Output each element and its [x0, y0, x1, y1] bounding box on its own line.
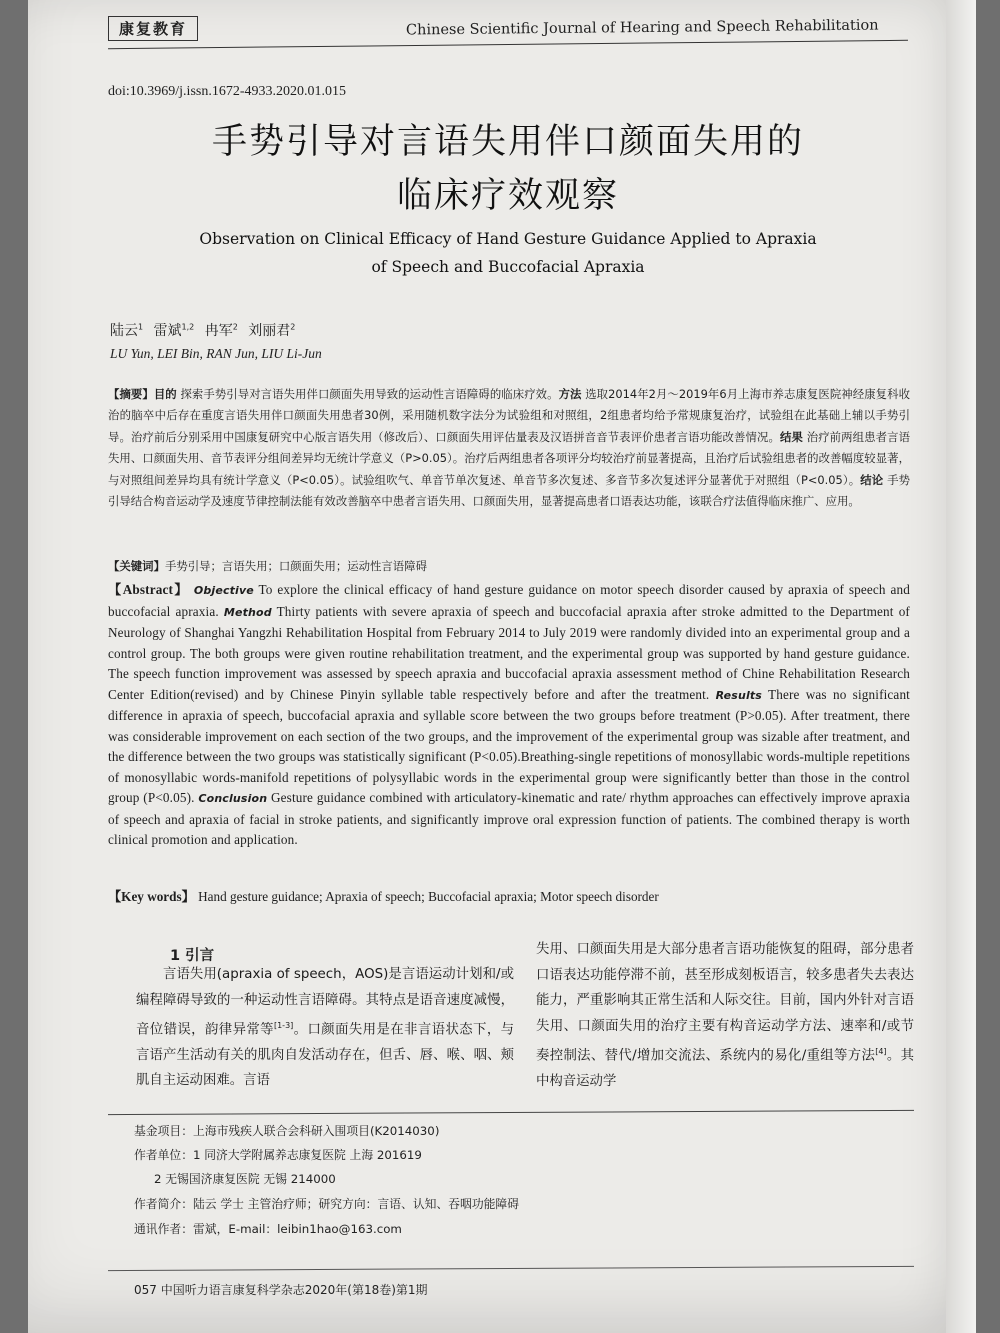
journal-page [28, 0, 976, 1333]
title-cn-line2: 临床疗效观察 [396, 176, 619, 216]
footnote-fund: 基金项目：上海市残疾人联合会科研入围项目(K2014030) [134, 1124, 440, 1138]
abstract-cn [108, 384, 910, 512]
footnote-unit-2: 2 无锡国济康复医院 无锡 214000 [154, 1172, 336, 1186]
citation-1-3: [1-3] [273, 1021, 294, 1030]
abstract-en [108, 580, 910, 851]
footnote-author-bio: 作者简介：陆云 学士 主管治疗师；研究方向：言语、认知、吞咽功能障碍 [134, 1197, 520, 1211]
title-en-line2: of Speech and Buccofacial Apraxia [371, 258, 645, 276]
author-2-affil: 1,2 [181, 322, 195, 332]
section-tag: 康复教育 [108, 16, 198, 41]
body-right-text: 失用、口颜面失用是大部分患者言语功能恢复的阻碍，部分患者口语表达功能停滞不前，甚至形成刻板语言，较多患者失去表达能力，严重影响其正常生活和人际交往。目前，国内外针对言语失用、口颜面失用的治疗主要有构音运动学方法、速率和/或节奏控制法、替代/增加交流法、系统内的易化/重组等方法 [536, 942, 914, 1064]
body-left-text-2: 。口颜面失用是在非言语状态下，与言语产生活动有关的肌肉自发活动存在，但舌、唇、喉、咽、颊肌自主运动困难。言语 [136, 1022, 515, 1089]
doi: doi:10.3969/j.issn.1672-4933.2020.01.015 [108, 84, 347, 99]
body-right-text-2: 。其中构音运动学 [536, 1048, 915, 1089]
title-cn-line1: 手势引导对言语失用伴口颜面失用的 [211, 122, 804, 162]
objective-cn-label: 目的 [153, 387, 177, 401]
body-right-column [536, 937, 914, 1094]
authors-en: LU Yun, LEI Bin, RAN Jun, LIU Li-Jun [110, 346, 322, 361]
objective-en: To explore the clinical efficacy of hand gesture guidance on motor speech disorder caused by apraxia of speech and buccofacial apraxia. [108, 582, 910, 619]
body-left-column [136, 962, 514, 1094]
author-1-affil: 1 [138, 322, 144, 332]
keywords-cn [108, 558, 910, 574]
authors-cn [110, 320, 295, 340]
body-left-text: 言语失用(apraxia of speech，AOS)是言语运动计划和/或编程障碍导致的一种运动性言语障碍。其特点是语音速度减慢，音位错误，韵律异常等 [136, 967, 514, 1038]
conclusion-cn: 手势引导结合构音运动学及速度节律控制法能有效改善脑卒中患者言语失用、口颜面失用，显著提高患者口语表达功能，该联合疗法值得临床推广、应用。 [108, 472, 910, 509]
method-cn: 选取2014年2月～2019年6月上海市养志康复医院神经康复科收治的脑卒中后存在重度言语失用伴口颜面失用患者30例，采用随机数字法分为试验组和对照组，2组患者均给予常规康复治疗，试验组在此基础上辅以手势引导。治疗前后分别采用中国康复研究中心版言语失用（修改后）、口颜面失用评估量表及汉语拼音音节表评价患者言语功能改善情况。 [108, 387, 910, 444]
method-en-label: Method [223, 605, 272, 619]
author-3-affil: 2 [232, 322, 238, 332]
results-en: There was no significant difference in apraxia of speech, buccofacial apraxia and syllable score between the two groups before treatment (P>0.05). After treatment, there was considerable improvement on each section of the two groups, and the improvement of the experimental group was sizable after treatment, and the difference between the two groups was statistically significant (P<0.05).Breathing-single repetitions of monosyllabic words-multiple repetitions of monosyllabic words-manifold repetitions of polysyllabic words in the experimental group were significantly better than those in the control group (P<0.05). [108, 686, 910, 805]
keywords-en [108, 886, 910, 905]
conclusion-en-label: Conclusion [198, 792, 268, 805]
header-rule [108, 40, 908, 49]
journal-title-en: Chinese Scientific Journal of Hearing and Speech Rehabilitation [405, 17, 879, 39]
objective-en-label: Objective [193, 584, 254, 597]
author-2: 雷斌 [153, 323, 182, 339]
footnote-unit-1: 作者单位：1 同济大学附属养志康复医院 上海 201619 [134, 1148, 422, 1162]
results-cn: 治疗前两组患者言语失用、口颜面失用、音节表评分组间差异均无统计学意义（P>0.05）。治疗后两组患者各项评分均较治疗前显著提高，且治疗后试验组患者的改善幅度较显著，与对照组间差异均具有统计学意义（P<0.05）。试验组吹气、单音节单次复述、单音节多次复述、多音节多次复述评分显著优于对照组（P<0.05）。 [108, 429, 910, 487]
author-4-affil: 2 [290, 322, 296, 332]
author-1: 陆云 [110, 323, 138, 339]
title-en-line1: Observation on Clinical Efficacy of Hand Gesture Guidance Applied to Apraxia [199, 230, 817, 248]
author-4: 刘丽君 [248, 323, 291, 339]
results-cn-label: 结果 [780, 429, 803, 444]
section-heading: 1 引言 [170, 948, 215, 964]
method-en: Thirty patients with severe apraxia of speech and buccofacial apraxia after stroke admitted to the Department of Neurology of Shanghai Yangzhi Rehabilitation Hospital from February 2014 to July 2019 were randomly divided into an experimental group and a control group. The both groups were given routine rehabilitation treatment, and the experimental group was supported by hand gesture guidance. The speech function improvement was assessed by speech apraxia and buccofacial apraxia assessment method of Chine Rehabilitation Research Center Edition(revised) and by Chinese Pinyin syllable table respectively before and after the treatment. [108, 603, 910, 702]
results-en-label: Results [715, 688, 762, 702]
conclusion-en: Gesture guidance combined with articulatory-kinematic and rate/ rhythm approaches can effectively improve apraxia of speech and apraxia of facial in stroke patients, and significantly improve oral expression function of patients. The combined therapy is worth clinical promotion and application. [108, 790, 910, 847]
keywords-cn-label: 【关键词】 [108, 559, 165, 573]
keywords-en-label: 【Key words】 [108, 889, 195, 904]
footnote-rule [108, 1110, 914, 1115]
author-3: 冉军 [204, 323, 233, 339]
keywords-cn-text: 手势引导；言语失用；口颜面失用；运动性言语障碍 [164, 559, 427, 573]
footnote-corresponding: 通讯作者：雷斌，E-mail：leibin1hao@163.com [134, 1222, 402, 1236]
next-page-edge [946, 0, 976, 1333]
footer-rule [108, 1266, 914, 1271]
conclusion-cn-label: 结论 [860, 472, 884, 487]
page-footer: 057 中国听力语言康复科学杂志2020年(第18卷)第1期 [134, 1283, 428, 1297]
objective-cn: 探索手势引导对言语失用伴口颜面失用导致的运动性言语障碍的临床疗效。 [180, 387, 559, 401]
abstract-cn-label: 【摘要】 [108, 387, 154, 401]
abstract-en-label: 【Abstract】 [108, 582, 190, 597]
method-cn-label: 方法 [558, 387, 582, 401]
citation-4: [4] [875, 1047, 887, 1056]
keywords-en-text: Hand gesture guidance; Apraxia of speech; Buccofacial apraxia; Motor speech disorder [198, 889, 659, 904]
